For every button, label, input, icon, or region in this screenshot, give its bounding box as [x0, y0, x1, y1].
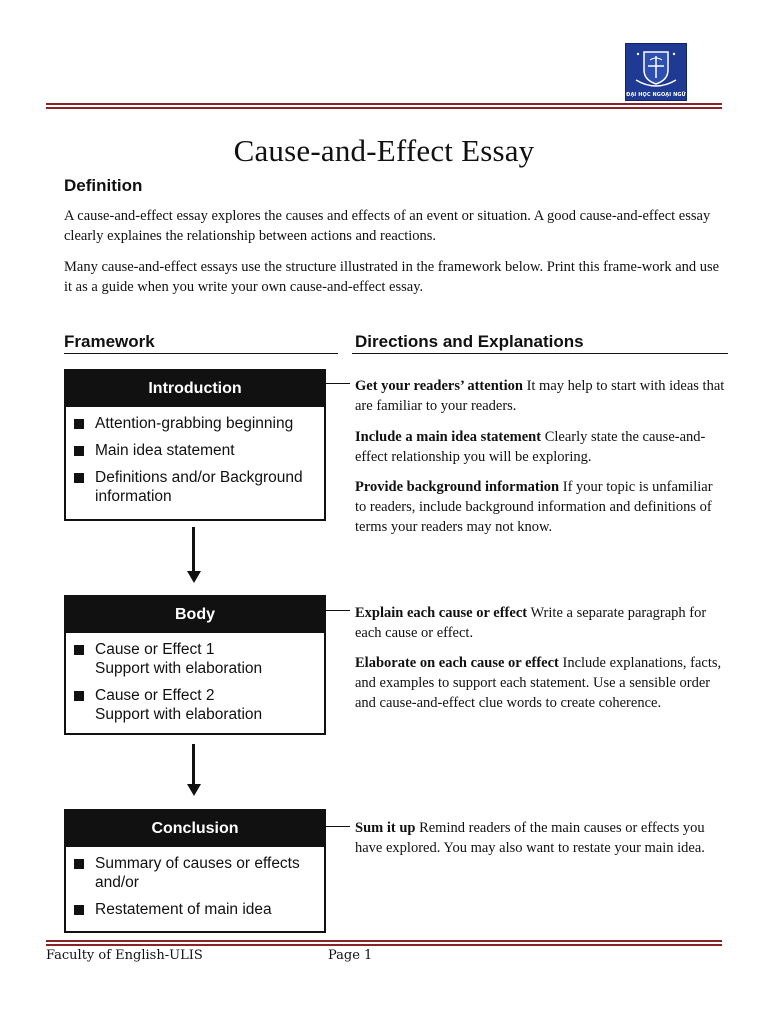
- direction-lead: Provide background information: [355, 479, 560, 495]
- definition-paragraph-1: A cause-and-effect essay explores the causes and effects of an event or situation. A good cause-and-effect essay clearly explaines the relationship between actions and reactions.: [64, 208, 711, 244]
- list-item: [74, 640, 318, 678]
- direction-lead: Elaborate on each cause or effect: [355, 655, 559, 671]
- list-item-subtext: Support with elaboration: [95, 706, 263, 723]
- conclusion-box-title: Conclusion: [66, 811, 324, 847]
- direction-item: [355, 477, 727, 537]
- definition-paragraph-2: Many cause-and-effect essays use the structure illustrated in the framework below. Print this frame-work and use it as a guide when you write your own cause-and-effect essay.: [64, 259, 720, 295]
- university-crest-icon: [626, 44, 686, 92]
- direction-text: Write a separate paragraph for each cause or effect.: [355, 605, 707, 641]
- body-box: [64, 595, 326, 735]
- direction-item: [355, 653, 727, 713]
- connector-line: [322, 826, 350, 827]
- list-item: [74, 686, 318, 724]
- direction-text: It may help to start with ideas that are familiar to your readers.: [355, 378, 725, 414]
- list-item: [74, 854, 318, 892]
- direction-lead: Get your readers’ attention: [355, 378, 523, 394]
- direction-item: [355, 427, 727, 467]
- list-item: [74, 900, 318, 919]
- body-box-title: Body: [66, 597, 324, 633]
- list-item-text: Main idea statement: [95, 442, 235, 459]
- list-item: [74, 414, 318, 433]
- direction-item: [355, 818, 727, 858]
- list-item-text: Summary of causes or effects and/or: [95, 855, 300, 891]
- direction-lead: Sum it up: [355, 820, 416, 836]
- page-number: Page 1: [328, 948, 373, 963]
- direction-item: [355, 376, 727, 416]
- list-item: [74, 468, 318, 506]
- introduction-box: [64, 369, 326, 521]
- square-bullet-icon: [74, 419, 84, 429]
- square-bullet-icon: [74, 645, 84, 655]
- university-logo: [625, 43, 687, 101]
- list-item-text: Attention-grabbing beginning: [95, 415, 294, 432]
- direction-lead: Include a main idea statement: [355, 429, 542, 445]
- square-bullet-icon: [74, 473, 84, 483]
- direction-lead: Explain each cause or effect: [355, 605, 528, 621]
- direction-text: Include explanations, facts, and examples to support each statement. Use a sensible order and cause-and-effect clue words to create coherence.: [355, 655, 722, 711]
- definition-heading: Definition: [64, 176, 143, 195]
- list-item-text: Restatement of main idea: [95, 901, 272, 918]
- square-bullet-icon: [74, 905, 84, 915]
- direction-text: Clearly state the cause-and-effect relationship you will be exploring.: [355, 429, 706, 465]
- direction-text: Remind readers of the main causes or effects you have explored. You may also want to restate your main idea.: [355, 820, 705, 856]
- connector-line: [322, 383, 350, 384]
- connector-line: [322, 610, 350, 611]
- square-bullet-icon: [74, 446, 84, 456]
- down-arrow-icon: [188, 744, 200, 796]
- down-arrow-icon: [188, 527, 200, 583]
- header-rule: [46, 103, 722, 109]
- list-item-text: Definitions and/or Background information: [95, 469, 303, 505]
- footer-rule: [46, 940, 722, 946]
- footer-faculty: Faculty of English-ULIS: [46, 948, 203, 963]
- heading-underline: [64, 353, 728, 354]
- list-item-text: Cause or Effect 1: [95, 641, 215, 658]
- list-item-text: Cause or Effect 2: [95, 687, 215, 704]
- heading-underline-gap: [338, 349, 352, 357]
- list-item: [74, 441, 318, 460]
- square-bullet-icon: [74, 691, 84, 701]
- direction-text: If your topic is unfamiliar to readers, include background information and definitions of terms your readers may not know.: [355, 479, 713, 535]
- direction-item: [355, 603, 727, 643]
- conclusion-box: [64, 809, 326, 933]
- page-title: Cause-and-Effect Essay: [233, 133, 535, 168]
- framework-heading: Framework: [64, 332, 155, 351]
- introduction-box-title: Introduction: [66, 371, 324, 407]
- square-bullet-icon: [74, 859, 84, 869]
- directions-heading: Directions and Explanations: [355, 332, 584, 351]
- logo-caption: ĐẠI HỌC NGOẠI NGỮ: [626, 92, 686, 98]
- list-item-subtext: Support with elaboration: [95, 660, 263, 677]
